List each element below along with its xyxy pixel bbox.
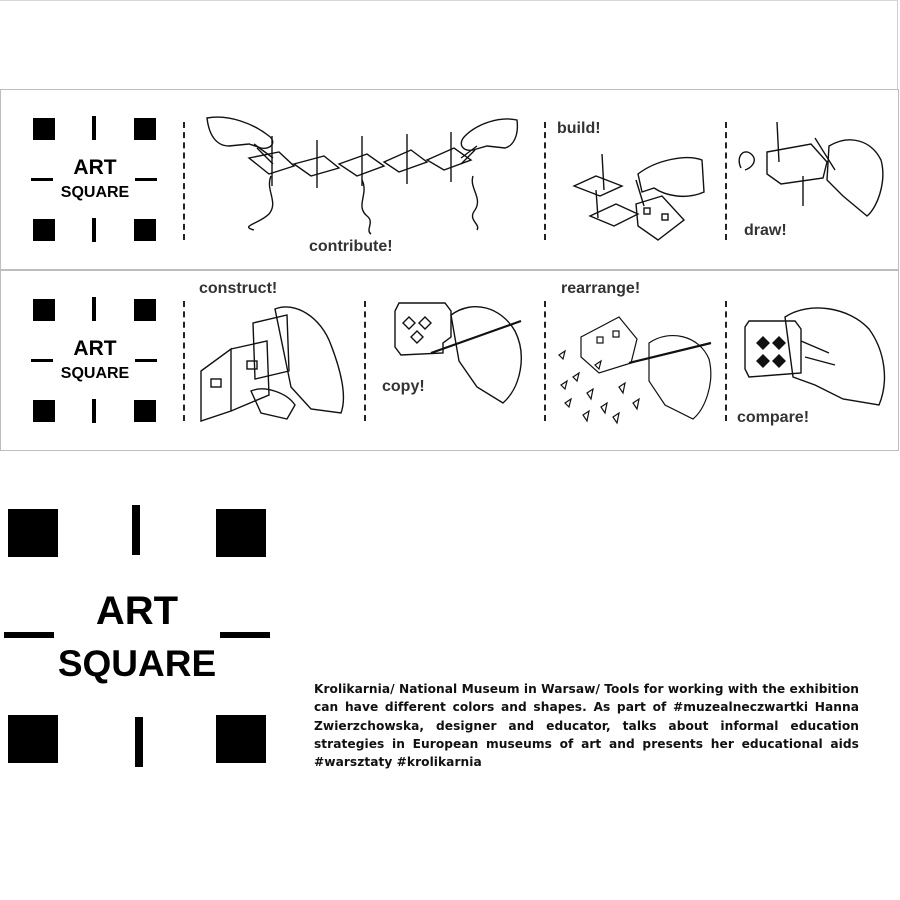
logo-square — [33, 219, 55, 241]
rearrange-illustration — [553, 307, 718, 429]
strip-row-2 — [0, 270, 899, 451]
logo-bar — [92, 297, 96, 321]
dashed-separator — [544, 301, 546, 421]
logo-square — [134, 299, 156, 321]
top-rule — [0, 0, 898, 1]
caption-rearrange: rearrange! — [561, 280, 641, 297]
caption-contribute: contribute! — [309, 238, 393, 255]
construct-illustration — [191, 301, 356, 426]
logo-bar — [92, 116, 96, 140]
art-square-logo-large — [4, 505, 270, 769]
compare-illustration — [739, 301, 889, 411]
info-paragraph: Krolikarnia/ National Museum in Warsaw/ Tools for working with the exhibition can have different colors and shapes. As part of #muzealneczwartki Hanna Zwierzchowska, designer and educator, talks about informal education strategies in European museums of art and presents her educational aids #warsztaty #krolikarnia — [314, 682, 859, 770]
caption-copy: copy! — [382, 378, 425, 395]
logo-art-text: ART — [73, 156, 117, 179]
dashed-separator — [725, 301, 727, 421]
contribute-illustration — [199, 106, 529, 246]
strip-row-1 — [0, 89, 899, 270]
logo-bar — [92, 218, 96, 242]
art-square-logo-small — [29, 295, 161, 425]
chain-of-tiles — [249, 132, 471, 188]
logo-bar — [135, 717, 143, 767]
logo-square-text: SQUARE — [60, 184, 130, 201]
dashed-separator — [544, 122, 546, 240]
logo-square — [216, 509, 266, 557]
hanging-strings — [249, 176, 478, 234]
caption-construct: construct! — [199, 280, 278, 297]
right-rule — [897, 0, 898, 90]
art-square-logo-small — [29, 114, 161, 244]
logo-square-text: SQUARE — [57, 643, 217, 684]
hand-left — [207, 117, 273, 164]
logo-square — [216, 715, 266, 763]
logo-art-text: ART — [95, 589, 179, 633]
caption-compare: compare! — [737, 409, 810, 426]
logo-square — [134, 400, 156, 422]
logo-bar — [132, 505, 140, 555]
caption-build: build! — [557, 120, 601, 137]
dashed-separator — [183, 122, 185, 240]
build-illustration — [566, 130, 711, 250]
logo-square — [33, 400, 55, 422]
logo-square — [33, 118, 55, 140]
dashed-separator — [364, 301, 366, 421]
hand-right — [461, 119, 517, 164]
logo-square — [8, 715, 58, 763]
logo-bar — [92, 399, 96, 423]
dashed-separator — [183, 301, 185, 421]
logo-square — [8, 509, 58, 557]
caption-draw: draw! — [744, 222, 787, 239]
logo-square — [134, 219, 156, 241]
logo-art-text: ART — [73, 337, 117, 360]
draw-illustration — [731, 116, 891, 226]
logo-square — [134, 118, 156, 140]
scattered-fragments — [559, 351, 639, 423]
dashed-separator — [725, 122, 727, 240]
logo-square-text: SQUARE — [60, 365, 130, 382]
copy-illustration — [381, 291, 531, 416]
logo-square — [33, 299, 55, 321]
